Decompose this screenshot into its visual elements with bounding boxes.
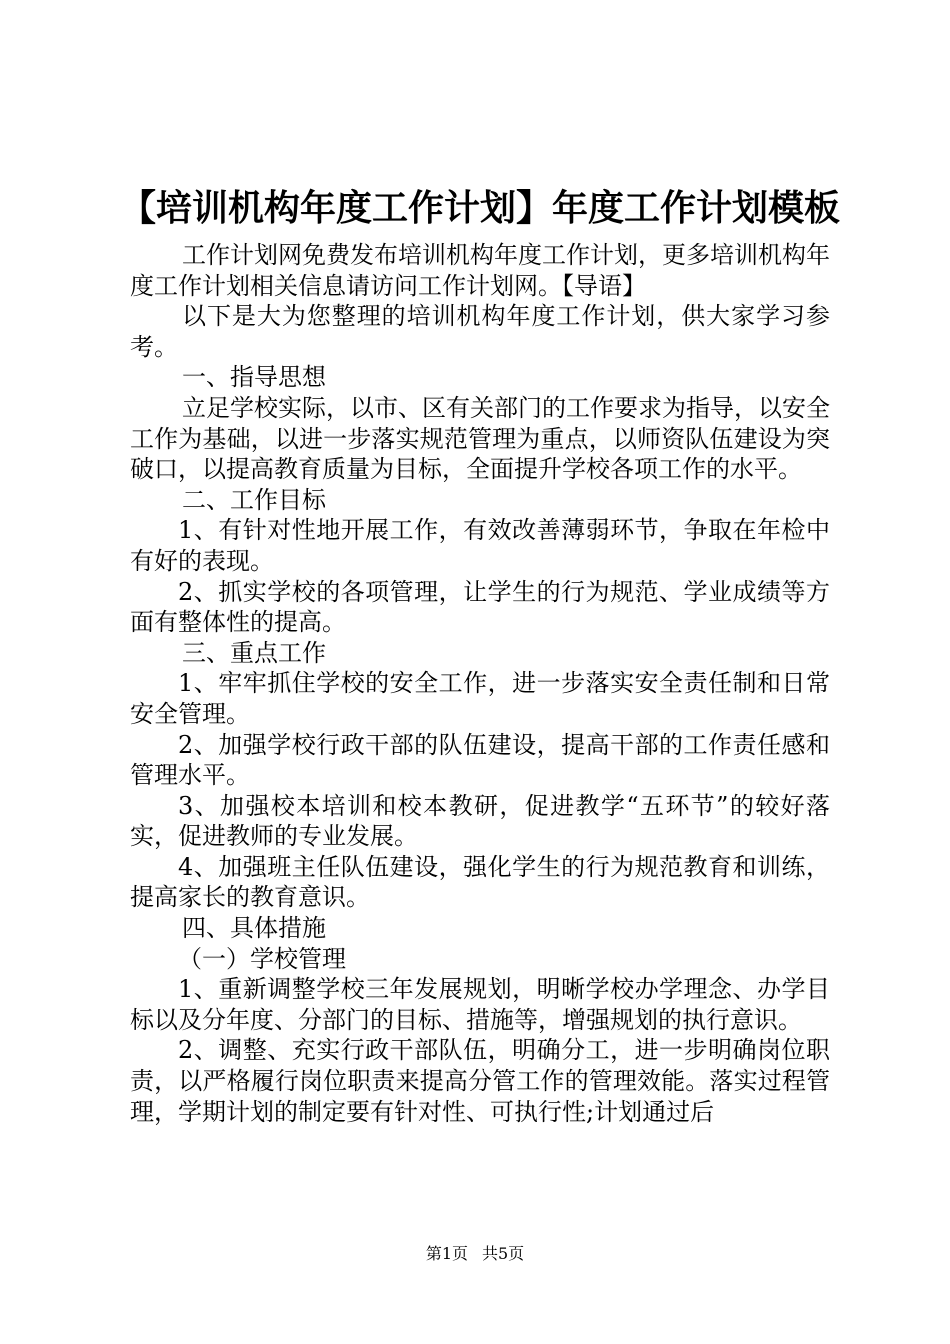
list-item-goal-2: 2、抓实学校的各项管理，让学生的行为规范、学业成绩等方面有整体性的提高。 bbox=[130, 577, 830, 637]
section-heading-guiding-ideology: 一、指导思想 bbox=[182, 363, 326, 392]
list-item-goal-1: 1、有针对性地开展工作，有效改善薄弱环节，争取在年检中有好的表现。 bbox=[130, 516, 830, 575]
paragraph-intro: 工作计划网免费发布培训机构年度工作计划，更多培训机构年度工作计划相关信息请访问工作计划网。【导语】 bbox=[130, 241, 830, 300]
list-item-key-work-3: 3、加强校本培训和校本教研，促进教学“五环节”的较好落实，促进教师的专业发展。 bbox=[130, 791, 830, 851]
list-item-key-work-1: 1、牢牢抓住学校的安全工作，进一步落实安全责任制和日常安全管理。 bbox=[130, 669, 830, 728]
section-heading-key-work: 三、重点工作 bbox=[182, 638, 326, 667]
page-number: 第1页 bbox=[425, 1244, 468, 1263]
list-item-key-work-2: 2、加强学校行政干部的队伍建设，提高干部的工作责任感和管理水平。 bbox=[130, 730, 830, 790]
page-footer bbox=[0, 1243, 950, 1265]
document-body bbox=[130, 240, 830, 1127]
list-item-measure-2: 2、调整、充实行政干部队伍，明确分工，进一步明确岗位职责，以严格履行岗位职责来提高分管工作的管理效能。落实过程管理，学期计划的制定要有针对性、可执行性;计划通过后 bbox=[130, 1036, 830, 1126]
list-item-measure-1: 1、重新调整学校三年发展规划，明晰学校办学理念、办学目标以及分年度、分部门的目标、措施等，增强规划的执行意识。 bbox=[130, 975, 830, 1034]
section-heading-work-goals: 二、工作目标 bbox=[182, 485, 326, 514]
list-item-key-work-4: 4、加强班主任队伍建设，强化学生的行为规范教育和训练，提高家长的教育意识。 bbox=[130, 852, 830, 912]
paragraph-preface: 以下是大为您整理的培训机构年度工作计划，供大家学习参考。 bbox=[130, 302, 830, 361]
document-title: 【培训机构年度工作计划】年度工作计划模板 bbox=[119, 187, 840, 229]
subsection-heading-school-management: （一）学校管理 bbox=[178, 944, 346, 973]
paragraph-guiding-ideology: 立足学校实际，以市、区有关部门的工作要求为指导，以安全工作为基础，以进一步落实规范管理为重点，以师资队伍建设为突破口，以提高教育质量为目标，全面提升学校各项工作的水平。 bbox=[130, 393, 830, 484]
section-heading-specific-measures: 四、具体措施 bbox=[182, 914, 326, 943]
page-total: 共5页 bbox=[482, 1244, 525, 1263]
